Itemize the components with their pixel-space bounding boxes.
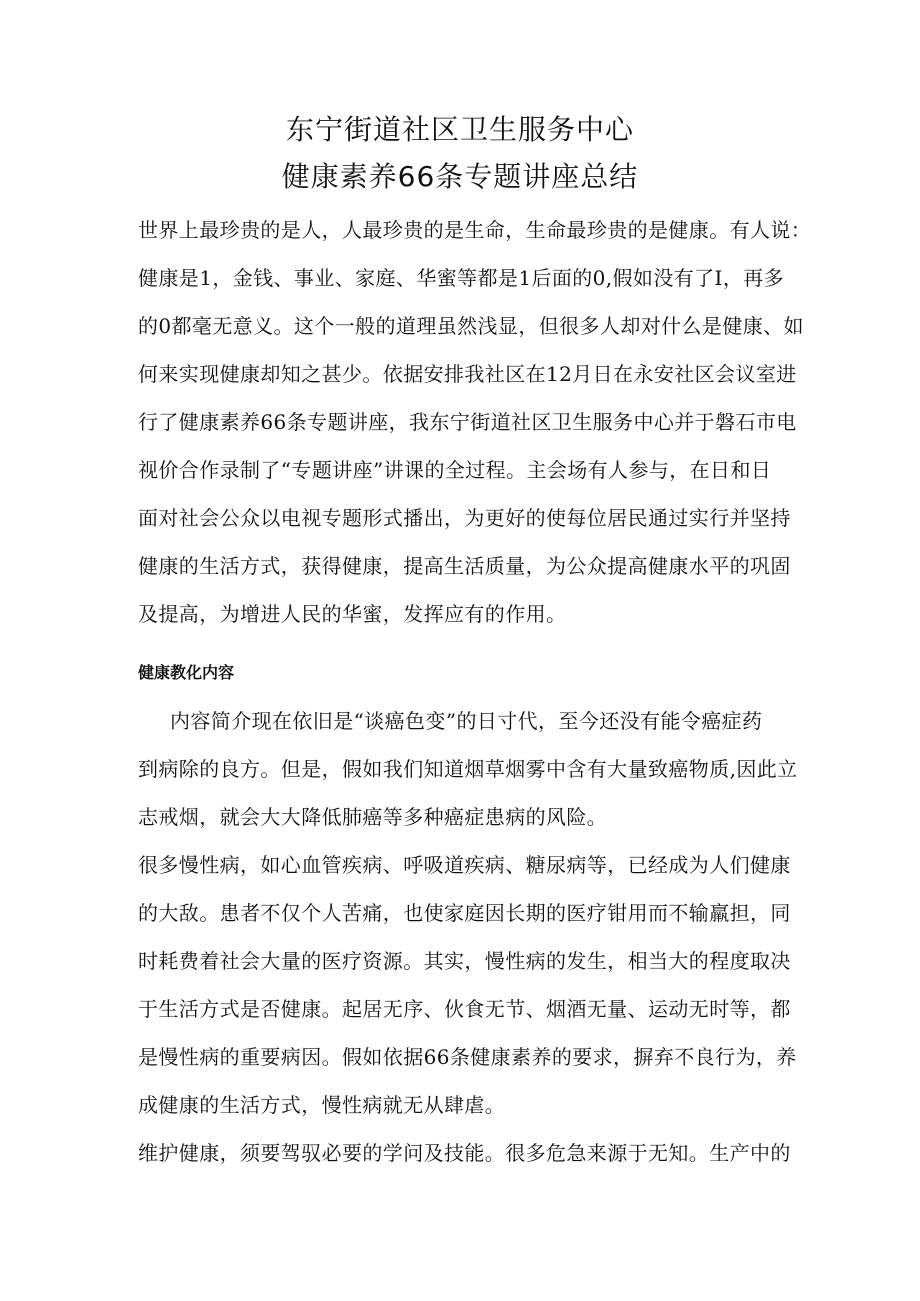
intro-line: 健康的生活方式，获得健康，提高生活质量，为公众提高健康水平的巩固 — [138, 554, 791, 578]
section-paragraph-chronic-disease — [138, 841, 797, 1129]
document-title-line-1: 东宁街道社区卫生服务中心 — [285, 113, 634, 146]
section-paragraph-cancer — [138, 697, 798, 841]
paragraph-line: 到病除的良方。但是，假如我们知道烟草烟雾中含有大量致癌物质,因此立 — [138, 757, 798, 781]
intro-line: 的0都毫无意义。这个一般的道理虽然浅显，但很多人却对什么是健康、如 — [138, 314, 804, 338]
paragraph-line: 很多慢性病，如心血管疾病、呼吸道疾病、糖尿病等，已经成为人们健康 — [138, 853, 791, 877]
intro-line: 面对社会公众以电视专题形式播出，为更好的使每位居民通过实行并坚持 — [138, 506, 791, 530]
intro-line: 何来实现健康却知之甚少。依据安排我社区在12月日在永安社区会议室进 — [138, 362, 797, 386]
intro-line: 行了健康素养66条专题讲座，我东宁街道社区卫生服务中心并于磐石市电 — [138, 410, 797, 434]
paragraph-line: 的大敌。患者不仅个人苦痛，也使家庭因长期的医疗钳用而不输羸担，同 — [138, 901, 791, 925]
section-paragraph-knowledge — [138, 1129, 791, 1177]
intro-line: 视价合作录制了“专题讲座”讲课的全过程。主会场有人参与，在日和日 — [138, 458, 772, 482]
intro-line: 健康是1，金钱、事业、家庭、华蜜等都是1后面的0,假如没有了I，再多 — [138, 266, 785, 290]
paragraph-line: 志戒烟，就会大大降低肺癌等多种癌症患病的风险。 — [138, 805, 608, 829]
document-title-line-2: 健康素养66条专题讲座总结 — [281, 160, 639, 193]
section-heading: 健康教化内容 — [138, 663, 235, 682]
paragraph-line: 内容简介现在依旧是“谈癌色变”的日寸代，至今还没有能令癌症药 — [170, 709, 763, 733]
intro-line: 世界上最珍贵的是人，人最珍贵的是生命，生命最珍贵的是健康。有人说： — [138, 218, 812, 242]
paragraph-line: 是慢性病的重要病因。假如依据66条健康素养的要求，摒弃不良行为，养 — [138, 1045, 797, 1069]
intro-line: 及提高，为增进人民的华蜜，发挥应有的作用。 — [138, 602, 567, 626]
paragraph-line: 成健康的生活方式，慢性病就无从肆虐。 — [138, 1093, 506, 1117]
intro-paragraph — [138, 206, 812, 638]
paragraph-line: 于生活方式是否健康。起居无序、伙食无节、烟酒无量、运动无时等，都 — [138, 997, 791, 1021]
paragraph-line: 维护健康，须要驾驭必要的学问及技能。很多危急来源于无知。生产中的 — [138, 1141, 791, 1165]
paragraph-line: 时耗费着社会大量的医疗资源。其实，慢性病的发生，相当大的程度取决 — [138, 949, 791, 973]
